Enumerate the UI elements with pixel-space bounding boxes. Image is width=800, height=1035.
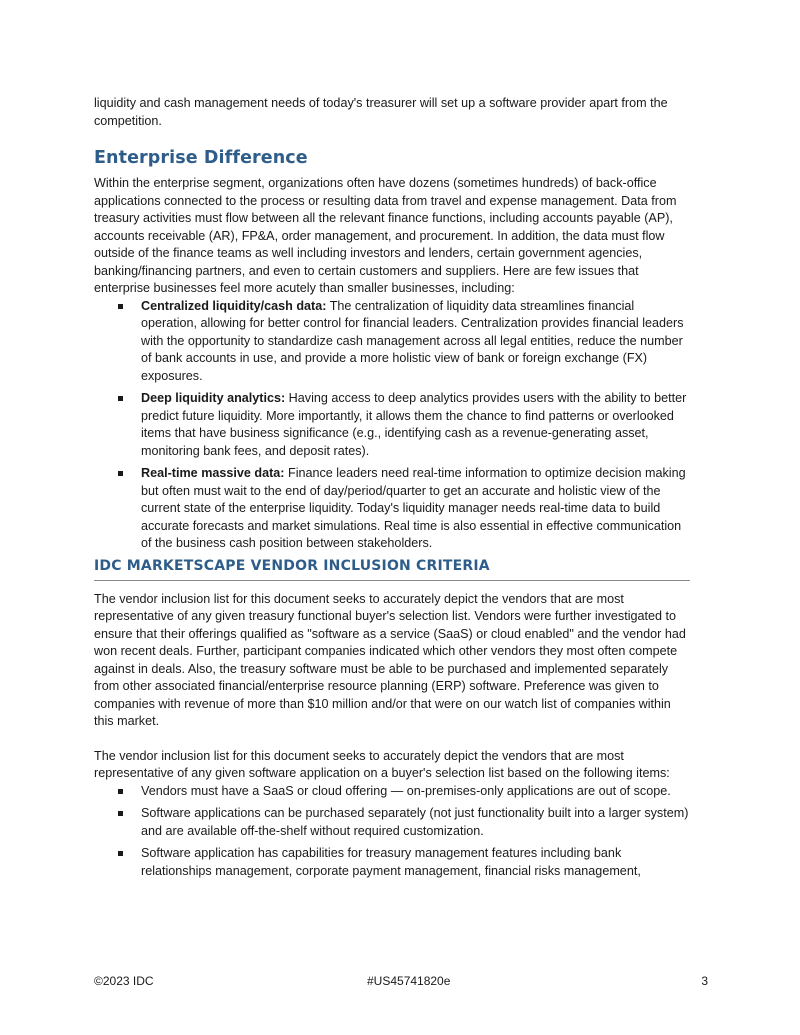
square-bullet-icon <box>118 396 123 401</box>
footer-doc-id: #US45741820e <box>367 974 451 988</box>
square-bullet-icon <box>118 811 123 816</box>
list-item <box>94 298 690 386</box>
criteria-bullet-list <box>94 783 690 881</box>
square-bullet-icon <box>118 304 123 309</box>
square-bullet-icon <box>118 851 123 856</box>
list-item <box>94 845 690 880</box>
criteria-heading: IDC MARKETSCAPE VENDOR INCLUSION CRITERIA <box>94 557 490 574</box>
enterprise-heading: Enterprise Difference <box>94 148 308 168</box>
page-footer <box>94 974 708 990</box>
list-item <box>94 783 690 801</box>
document-page <box>94 95 690 885</box>
intro-paragraph: liquidity and cash management needs of today's treasurer will set up a software provider apart from the competition. <box>94 96 668 128</box>
bullet-term: Real-time massive data: <box>141 466 285 480</box>
enterprise-paragraph: Within the enterprise segment, organizations often have dozens (sometimes hundreds) of back-office applications connected to the process or resulting data from travel and expense management. Data from treasury activities must flow between all the relevant finance functions, including accounts payable (AP), accounts receivable (AR), FP&A, order management, and procurement. In addition, the data must flow outside of the finance teams as well including investors and lenders, certain government agencies, banking/financing partners, and even to certain customers and suppliers. Here are few issues that enterprise businesses feel more acutely than smaller businesses, including: <box>94 176 677 295</box>
footer-copyright: ©2023 IDC <box>94 974 154 988</box>
section-divider <box>94 580 690 581</box>
list-item <box>94 390 690 460</box>
list-item <box>94 805 690 840</box>
bullet-text: The centralization of liquidity data streamlines financial operation, allowing for better control for financial leaders. Centralization provides financial leaders with the opportunity to standardize cash management across all legal entities, reduce the number of bank accounts in use, and provide a more holistic view of bank or foreign exchange (FX) exposures. <box>141 298 684 383</box>
list-item <box>94 465 690 553</box>
bullet-text: Software applications can be purchased separately (not just functionality built into a larger system) and are available off-the-shelf without required customization. <box>141 806 689 838</box>
square-bullet-icon <box>118 471 123 476</box>
bullet-text: Having access to deep analytics provides users with the ability to better predict future liquidity. More importantly, it allows them the chance to find patterns or overlooked items that have business significance (e.g., identifying cash as a revenue-generating asset, monitoring bank fees, and deposit rates). <box>141 391 687 458</box>
bullet-term: Deep liquidity analytics: <box>141 391 286 405</box>
footer-page-number: 3 <box>701 974 708 988</box>
bullet-text: Finance leaders need real-time information to optimize decision making but often must wait to the end of day/period/quarter to get an accurate and holistic view of the current state of the enterprise liquidity. Today's liquidity manager needs real-time data to build accurate forecasts and market simulations. Real time is also essential in effective communication of the business cash position between stakeholders. <box>141 466 686 550</box>
bullet-text: Vendors must have a SaaS or cloud offering — on-premises-only applications are out of scope. <box>141 783 671 798</box>
bullet-text: Software application has capabilities for treasury management features including bank relationships management, corporate payment management, financial risks management, <box>141 846 641 878</box>
square-bullet-icon <box>118 789 123 794</box>
enterprise-bullet-list <box>94 298 690 553</box>
bullet-term: Centralized liquidity/cash data: <box>141 298 327 313</box>
criteria-paragraph-1: The vendor inclusion list for this document seeks to accurately depict the vendors that are most representative of any given treasury functional buyer's selection list. Vendors were further investigated to ensure that their offerings qualified as "software as a service (SaaS) or cloud enabled" and the vendor had won recent deals. Further, participant companies indicated which other vendors they most often compete against in deals. Also, the treasury software must be able to be purchased and implemented separately from other associated financial/enterprise resource planning (ERP) software. Preference was given to companies with revenue of more than $10 million and/or that were on our watch list of companies within this market. <box>94 591 686 728</box>
criteria-paragraph-2: The vendor inclusion list for this document seeks to accurately depict the vendors that are most representative of any given software application on a buyer's selection list based on the following items: <box>94 748 670 780</box>
